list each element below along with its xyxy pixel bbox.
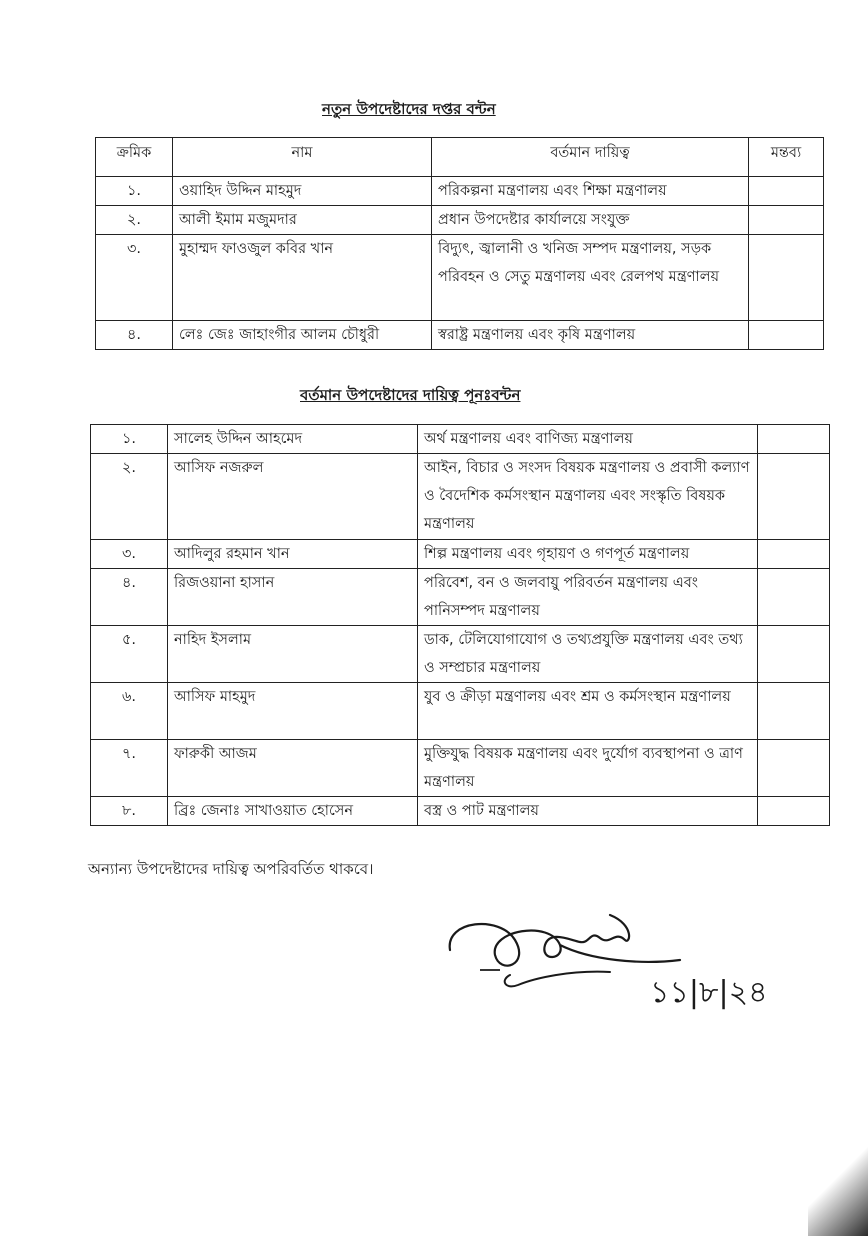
duty-cell: আইন, বিচার ও সংসদ বিষয়ক মন্ত্রণালয় ও প্রবাসী কল্যাণ ও বৈদেশিক কর্মসংস্থান মন্ত্রণালয় এবং সংস্কৃতি বিষয়ক মন্ত্রণালয়: [418, 454, 758, 540]
serial-cell: ৮.: [91, 797, 168, 826]
duty-cell: অর্থ মন্ত্রণালয় এবং বাণিজ্য মন্ত্রণালয়: [418, 425, 758, 454]
serial-cell: ২.: [91, 454, 168, 540]
name-cell: আলী ইমাম মজুমদার: [173, 206, 432, 235]
note-cell: [758, 454, 830, 540]
note-cell: [758, 740, 830, 797]
table-row: [91, 683, 830, 740]
serial-cell: ৩.: [96, 235, 173, 321]
duty-cell: প্রধান উপদেষ্টার কার্যালয়ে সংযুক্ত: [432, 206, 749, 235]
name-cell: আদিলুর রহমান খান: [168, 540, 418, 569]
name-cell: সালেহ উদ্দিন আহমেদ: [168, 425, 418, 454]
table-row: [96, 177, 824, 206]
note-cell: [758, 797, 830, 826]
note-cell: [758, 540, 830, 569]
handwritten-signature: [440, 900, 820, 1020]
serial-cell: ৪.: [96, 321, 173, 350]
serial-cell: ১.: [91, 425, 168, 454]
name-cell: মুহাম্মদ ফাওজুল কবির খান: [173, 235, 432, 321]
serial-cell: ২.: [96, 206, 173, 235]
note-cell: [749, 321, 824, 350]
table-row: [96, 321, 824, 350]
name-cell: ফারুকী আজম: [168, 740, 418, 797]
note-cell: [758, 683, 830, 740]
table-row: [91, 540, 830, 569]
new-advisers-table: [95, 137, 824, 350]
table-row: [91, 569, 830, 626]
name-cell: আসিফ মাহমুদ: [168, 683, 418, 740]
table-row: [91, 740, 830, 797]
duty-cell: মুক্তিযুদ্ধ বিষয়ক মন্ত্রণালয় এবং দুর্যোগ ব্যবস্থাপনা ও ত্রাণ মন্ত্রণালয়: [418, 740, 758, 797]
note-cell: [749, 235, 824, 321]
name-cell: নাহিদ ইসলাম: [168, 626, 418, 683]
duty-cell: বিদ্যুৎ, জ্বালানী ও খনিজ সম্পদ মন্ত্রণালয়, সড়ক পরিবহন ও সেতু মন্ত্রণালয় এবং রেলপথ মন্ত্রণালয়: [432, 235, 749, 321]
serial-cell: ৪.: [91, 569, 168, 626]
serial-cell: ৭.: [91, 740, 168, 797]
name-header: নাম: [173, 138, 432, 177]
table-row: [91, 797, 830, 826]
name-cell: আসিফ নজরুল: [168, 454, 418, 540]
existing-advisers-table: [90, 424, 830, 826]
duty-cell: ডাক, টেলিযোগাযোগ ও তথ্যপ্রযুক্তি মন্ত্রণালয় এবং তথ্য ও সম্প্রচার মন্ত্রণালয়: [418, 626, 758, 683]
signature-date: ১১|৮|২৪: [650, 975, 768, 1010]
footer-note: অন্যান্য উপদেষ্টাদের দায়িত্ব অপরিবর্তিত থাকবে।: [88, 860, 374, 878]
duty-cell: স্বরাষ্ট্র মন্ত্রণালয় এবং কৃষি মন্ত্রণালয়: [432, 321, 749, 350]
note-cell: [758, 626, 830, 683]
note-cell: [758, 569, 830, 626]
existing-advisers-heading: বর্তমান উপদেষ্টাদের দায়িত্ব পূনঃবন্টন: [300, 386, 521, 404]
note-cell: [749, 177, 824, 206]
table-row: [96, 206, 824, 235]
duty-header: বর্তমান দায়িত্ব: [432, 138, 749, 177]
duty-cell: পরিবেশ, বন ও জলবায়ু পরিবর্তন মন্ত্রণালয় এবং পানিসম্পদ মন্ত্রণালয়: [418, 569, 758, 626]
table-header-row: [96, 138, 824, 177]
duty-cell: যুব ও ক্রীড়া মন্ত্রণালয় এবং শ্রম ও কর্মসংস্থান মন্ত্রণালয়: [418, 683, 758, 740]
table-row: [96, 235, 824, 321]
serial-cell: ১.: [96, 177, 173, 206]
note-cell: [749, 206, 824, 235]
duty-cell: পরিকল্পনা মন্ত্রণালয় এবং শিক্ষা মন্ত্রণালয়: [432, 177, 749, 206]
name-cell: ওয়াহিদ উদ্দিন মাহমুদ: [173, 177, 432, 206]
duty-cell: শিল্প মন্ত্রণালয় এবং গৃহায়ণ ও গণপূর্ত মন্ত্রণালয়: [418, 540, 758, 569]
serial-cell: ৬.: [91, 683, 168, 740]
table-row: [91, 454, 830, 540]
name-cell: লেঃ জেঃ জাহাংগীর আলম চৌধুরী: [173, 321, 432, 350]
serial-cell: ৫.: [91, 626, 168, 683]
name-cell: ব্রিঃ জেনাঃ সাখাওয়াত হোসেন: [168, 797, 418, 826]
note-cell: [758, 425, 830, 454]
table-row: [91, 425, 830, 454]
serial-header: ক্রমিক: [96, 138, 173, 177]
note-header: মন্তব্য: [749, 138, 824, 177]
new-advisers-heading: নতুন উপদেষ্টাদের দপ্তর বন্টন: [322, 100, 496, 118]
serial-cell: ৩.: [91, 540, 168, 569]
duty-cell: বস্ত্র ও পাট মন্ত্রণালয়: [418, 797, 758, 826]
table-row: [91, 626, 830, 683]
photo-shadow: [808, 1146, 868, 1236]
name-cell: রিজওয়ানা হাসান: [168, 569, 418, 626]
